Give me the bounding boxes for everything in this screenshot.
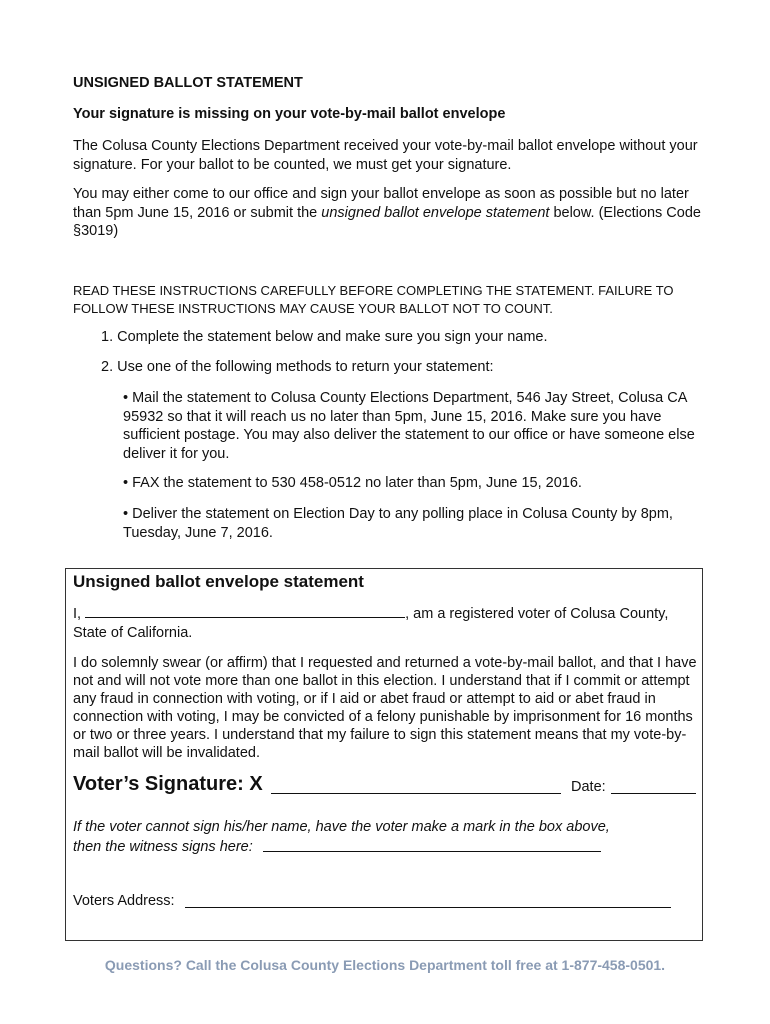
intro-p2-start: You may either come to our office and sign your ballot envelope as soon as possible but no later than 5pm June 15, 2016 or submit the	[73, 186, 689, 221]
intro-paragraph-1: The Colusa County Elections Department received your vote-by-mail ballot envelope without your signature. For your ballot to be counted, we must get your signature.	[73, 138, 698, 173]
address-row	[73, 893, 703, 909]
oath-text: I do solemnly swear (or affirm) that I requested and returned a vote-by-mail ballot, and that I have not and will not vote more than one ballot in this election. I understand that if I commit or attempt any fraud in connection with voting, or if I aid or abet fraud or attempt to aid or abet fraud in connection with voting, I may be convicted of a felony punishable by imprisonment for 16 months or two or three years. I understand that my failure to sign this statement means that my vote-by-mail ballot will be invalidated.	[73, 655, 697, 761]
document-title: UNSIGNED BALLOT STATEMENT	[73, 75, 303, 91]
witness-section	[73, 817, 703, 857]
witness-signature-field[interactable]	[263, 851, 601, 852]
address-label: Voters Address:	[73, 893, 175, 909]
instruction-step-2: 2. Use one of the following methods to return your statement:	[101, 359, 494, 375]
intro-p2-end: below. (Elections Code §3019)	[73, 204, 701, 239]
instructions-warning: READ THESE INSTRUCTIONS CAREFULLY BEFORE COMPLETING THE STATEMENT. FAILURE TO FOLLOW THESE INSTRUCTIONS MAY CAUSE YOUR BALLOT NOT TO COUNT.	[73, 283, 674, 316]
voter-suffix: , am a registered voter of Colusa County,	[405, 606, 669, 622]
voter-declaration	[73, 605, 703, 642]
date-field[interactable]	[611, 793, 696, 794]
witness-label: then the witness signs here:	[73, 839, 253, 855]
voter-prefix: I,	[73, 606, 82, 622]
method-deliver: • Deliver the statement on Election Day to any polling place in Colusa County by 8pm, Tuesday, June 7, 2016.	[123, 506, 673, 541]
footer-contact: Questions? Call the Colusa County Elections Department toll free at 1-877-458-0501.	[104, 957, 666, 973]
document-subtitle: Your signature is missing on your vote-by-mail ballot envelope	[73, 106, 506, 122]
signature-row	[73, 773, 703, 801]
voter-state: State of California.	[73, 624, 193, 641]
address-field[interactable]	[185, 907, 671, 908]
signature-field[interactable]	[271, 793, 561, 794]
signature-label: Voter’s Signature: X	[73, 773, 263, 795]
date-label: Date:	[571, 779, 606, 795]
method-mail: • Mail the statement to Colusa County Elections Department, 546 Jay Street, Colusa CA 95932 so that it will reach us no later than 5pm, June 15, 2016. Make sure you have sufficient postage. You may also deliver the statement to our office or have someone else deliver it for you.	[123, 390, 695, 462]
method-fax: • FAX the statement to 530 458-0512 no later than 5pm, June 15, 2016.	[123, 475, 582, 491]
intro-p2-italic: unsigned ballot envelope statement	[321, 204, 550, 221]
instruction-step-1: 1. Complete the statement below and make sure you sign your name.	[101, 329, 548, 345]
intro-paragraph-2	[73, 185, 713, 241]
voter-name-field[interactable]	[85, 605, 405, 618]
statement-title: Unsigned ballot envelope statement	[73, 572, 364, 591]
witness-instruction: If the voter cannot sign his/her name, have the voter make a mark in the box above,	[73, 819, 610, 835]
